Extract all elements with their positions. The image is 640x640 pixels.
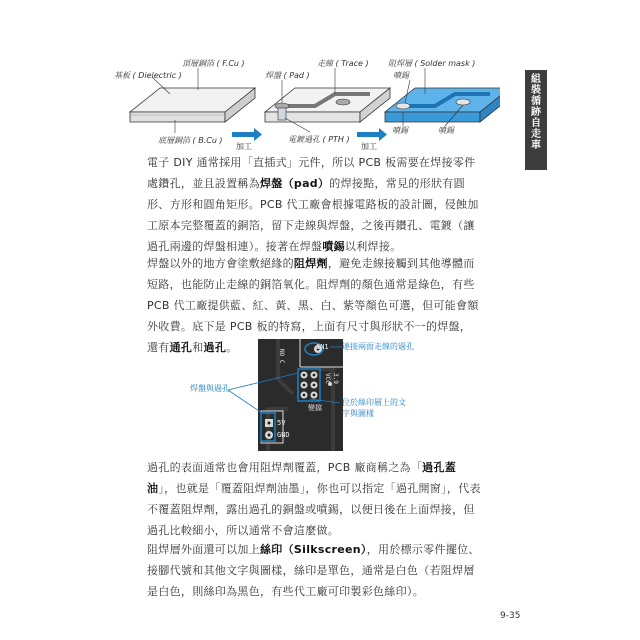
bold-term-tin: 噴錫: [322, 240, 345, 253]
text-run: 以利焊接。: [344, 240, 402, 253]
side-tab-char: 走: [531, 129, 541, 140]
note-silkscreen: 位於絲印層上的文字與圖樣: [342, 398, 406, 418]
text-run: 」，也就是「覆蓋阻焊劑油墨」，你也可以指定「過孔開窗」，代表不覆蓋阻焊劑，露出過孔的銅盤或噴錫，以便日後在上面焊接，但過孔比較細小，所以通常不會這麼做。: [147, 482, 481, 537]
label-bcu: 底層銅箔 ( B.Cu ): [158, 136, 223, 145]
text-run: 過孔的表面通常也會用阻焊劑覆蓋，PCB 廠商稱之為「: [147, 461, 423, 474]
label-trace: 走線 ( Trace ): [317, 59, 369, 68]
silk-text-bian: 變擋: [308, 404, 322, 412]
silk-text-vcc: VCC: [324, 373, 331, 384]
pcb-closeup-figure: [150, 333, 460, 455]
paragraph-pads: [147, 152, 482, 257]
label-tin-bottom-left: 噴錫: [392, 126, 408, 135]
side-tab-char: 車: [531, 140, 541, 151]
bold-term-silkscreen: 絲印（Silkscreen）: [260, 543, 367, 556]
process-arrow: [232, 128, 262, 141]
silk-text-39: 3.9: [332, 373, 339, 384]
side-tab-char: 跡: [531, 107, 541, 118]
label-pad: 焊盤 ( Pad ): [265, 71, 310, 80]
text-run: 焊盤以外的地方會塗敷絕緣的: [147, 257, 294, 270]
silk-text-gnd: GND: [277, 431, 290, 439]
label-tin-top: 噴錫: [393, 71, 409, 80]
text-run: ，避免走線接觸到其他導體而短路，也能防止走線的銅箔氧化。阻焊劑的顏色通常是綠色，有些 PCB 代工廠提供藍、紅、黃、黑、白、紫等顏色可選，但可能會額外收費。底下是 PCB 板的特寫，上面有尺寸與形狀不一的焊盤，還有: [147, 257, 479, 354]
text-run: 。: [226, 341, 238, 354]
silk-text-5v: 5V: [277, 419, 286, 427]
page-number: 9-35: [500, 611, 521, 621]
paragraph-silkscreen: [147, 539, 482, 602]
process-step-label: 加工: [361, 142, 377, 151]
label-tin-bottom-right: 噴錫: [438, 126, 454, 135]
solder-mask-board: [385, 88, 500, 122]
bold-term-mask: 阻焊劑: [293, 257, 328, 270]
side-tab-char: 自: [531, 118, 541, 129]
bold-term-via: 過孔: [203, 341, 227, 354]
label-dielectric: 基板 ( Dielectric ): [114, 71, 182, 80]
note-pads-vias: 焊盤與過孔: [190, 384, 230, 393]
paragraph-via-tenting: [147, 457, 482, 541]
note-via-connect: 連接兩面走線的過孔: [342, 342, 414, 351]
bold-term-via-tenting: 過孔蓋油: [147, 461, 457, 495]
side-tab-char: 裝: [531, 85, 541, 96]
silk-text-in1: IN1: [316, 343, 329, 351]
label-pth: 電鍍過孔 ( PTH ): [288, 135, 350, 144]
bold-term-pad: 焊盤（pad）: [260, 177, 330, 190]
side-tab-char: 循: [531, 96, 541, 107]
process-arrow: [357, 128, 387, 141]
label-solder-mask: 阻焊層 ( Solder mask ): [388, 59, 476, 68]
text-run: ，用於標示零件擺位、接腳代號和其他文字與圖樣，絲印是單色，通常是白色（若阻焊層是白色，則絲印為黑色，有些代工廠可印製彩色絲印）。: [147, 543, 480, 598]
process-step-label: 加工: [236, 142, 252, 151]
pcb-process-figure: [114, 50, 500, 160]
side-tab-char: 組: [531, 74, 541, 85]
bold-term-through-hole: 通孔: [169, 341, 193, 354]
text-run: 電子 DIY 通常採用「直插式」元件，所以 PCB 板需要在焊接零件處鑽孔，並且設置稱為: [147, 156, 476, 190]
text-run: 阻焊層外面還可以加上: [147, 543, 260, 556]
label-fcu: 頂層銅箔 ( F.Cu ): [182, 59, 245, 68]
bare-board: [130, 88, 255, 122]
chapter-side-tab: [525, 70, 547, 170]
text-run: 的焊接點，常見的形狀有圓形、方形和圓角矩形。PCB 代工廠會根據電路板的設計圖，侵蝕加工原本完整覆蓋的銅箔，留下走線與焊盤，之後再鑽孔、電鍍（讓過孔兩邊的焊盤相連）。接著在焊盤: [147, 177, 479, 253]
silk-text-no: NO C: [278, 349, 285, 364]
etched-board: [265, 88, 390, 122]
text-run: 和: [192, 341, 204, 354]
